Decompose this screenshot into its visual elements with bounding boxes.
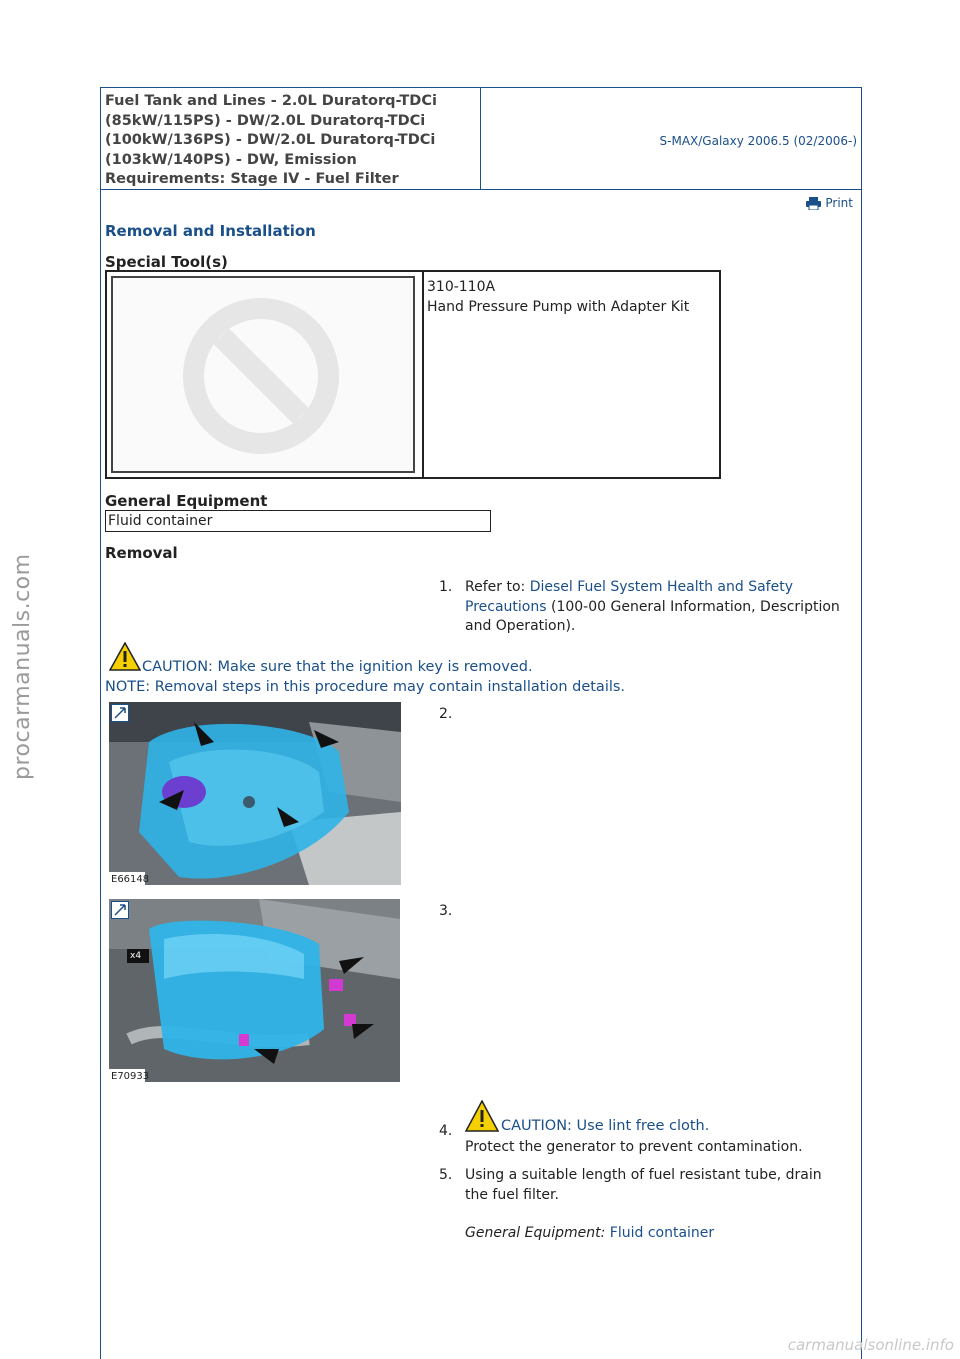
quantity-tag: x4 bbox=[130, 951, 142, 961]
step-2-number: 2. bbox=[439, 706, 453, 722]
caution-lint-free: CAUTION: Use lint free cloth. bbox=[501, 1118, 710, 1134]
caution-icon bbox=[109, 642, 141, 671]
step-3-figure[interactable] bbox=[109, 899, 400, 1082]
step-3-figure-label: E70933 bbox=[111, 1071, 150, 1082]
removal-heading: Removal bbox=[105, 544, 178, 562]
print-label: Print bbox=[825, 196, 853, 210]
no-image-icon bbox=[113, 278, 413, 471]
step-1-prefix: Refer to: bbox=[465, 579, 530, 595]
health-safety-link[interactable]: Diesel Fuel System Health and Safety Precautions bbox=[465, 579, 793, 615]
section-title: Removal and Installation bbox=[105, 222, 316, 240]
step-2-figure-label: E66148 bbox=[111, 874, 150, 885]
step-5-equipment bbox=[465, 1224, 714, 1244]
special-tools-table bbox=[105, 270, 721, 479]
side-watermark: procarmanuals.com bbox=[10, 553, 35, 780]
step-1-number: 1. bbox=[439, 579, 453, 595]
step-2-figure[interactable] bbox=[109, 702, 401, 885]
step-3-number: 3. bbox=[439, 903, 453, 919]
step-1-suffix: (100-00 General Information, Description and Operation). bbox=[465, 598, 840, 634]
step-5-number: 5. bbox=[439, 1167, 453, 1183]
print-button[interactable] bbox=[806, 196, 853, 210]
fluid-container-link[interactable]: Fluid container bbox=[609, 1225, 715, 1241]
tool-number: 310-110A bbox=[427, 279, 496, 295]
header-divider bbox=[480, 88, 481, 189]
engine-cover-illustration bbox=[109, 702, 401, 885]
note-removal: NOTE: Removal steps in this procedure may contain installation details. bbox=[105, 679, 626, 695]
special-tools-heading: Special Tool(s) bbox=[105, 253, 228, 271]
zoom-icon[interactable] bbox=[111, 901, 129, 919]
tool-description bbox=[427, 278, 689, 317]
zoom-icon[interactable] bbox=[111, 704, 129, 722]
step-4-text: Protect the generator to prevent contamination. bbox=[465, 1139, 803, 1155]
tool-divider bbox=[422, 272, 424, 477]
tool-image-placeholder bbox=[111, 276, 415, 473]
step-1-text bbox=[465, 578, 845, 637]
tool-name: Hand Pressure Pump with Adapter Kit bbox=[427, 298, 690, 315]
printer-icon bbox=[806, 197, 821, 210]
manual-page bbox=[100, 87, 862, 1359]
caution-ignition: CAUTION: Make sure that the ignition key is removed. bbox=[142, 659, 533, 675]
footer-watermark: carmanualsonline.info bbox=[787, 1336, 954, 1354]
general-equipment-heading: General Equipment bbox=[105, 492, 268, 510]
page-title: Fuel Tank and Lines - 2.0L Duratorq-TDCi (85kW/115PS) - DW/2.0L Duratorq-TDCi (100kW/136PS) - DW/2.0L Duratorq-TDCi (103kW/140PS) - DW, Emission Requirements: Stage IV - Fuel Filter bbox=[105, 93, 437, 187]
fuel-filter-illustration bbox=[109, 899, 400, 1082]
general-equipment-item: Fluid container bbox=[105, 510, 491, 532]
caution-icon bbox=[465, 1100, 499, 1132]
model-label: S-MAX/Galaxy 2006.5 (02/2006-) bbox=[659, 134, 857, 148]
step-5-text: Using a suitable length of fuel resistant tube, drain the fuel filter. bbox=[465, 1167, 822, 1203]
equipment-label: General Equipment: bbox=[465, 1225, 606, 1241]
step-4-number: 4. bbox=[439, 1123, 453, 1139]
page-header bbox=[101, 88, 861, 190]
